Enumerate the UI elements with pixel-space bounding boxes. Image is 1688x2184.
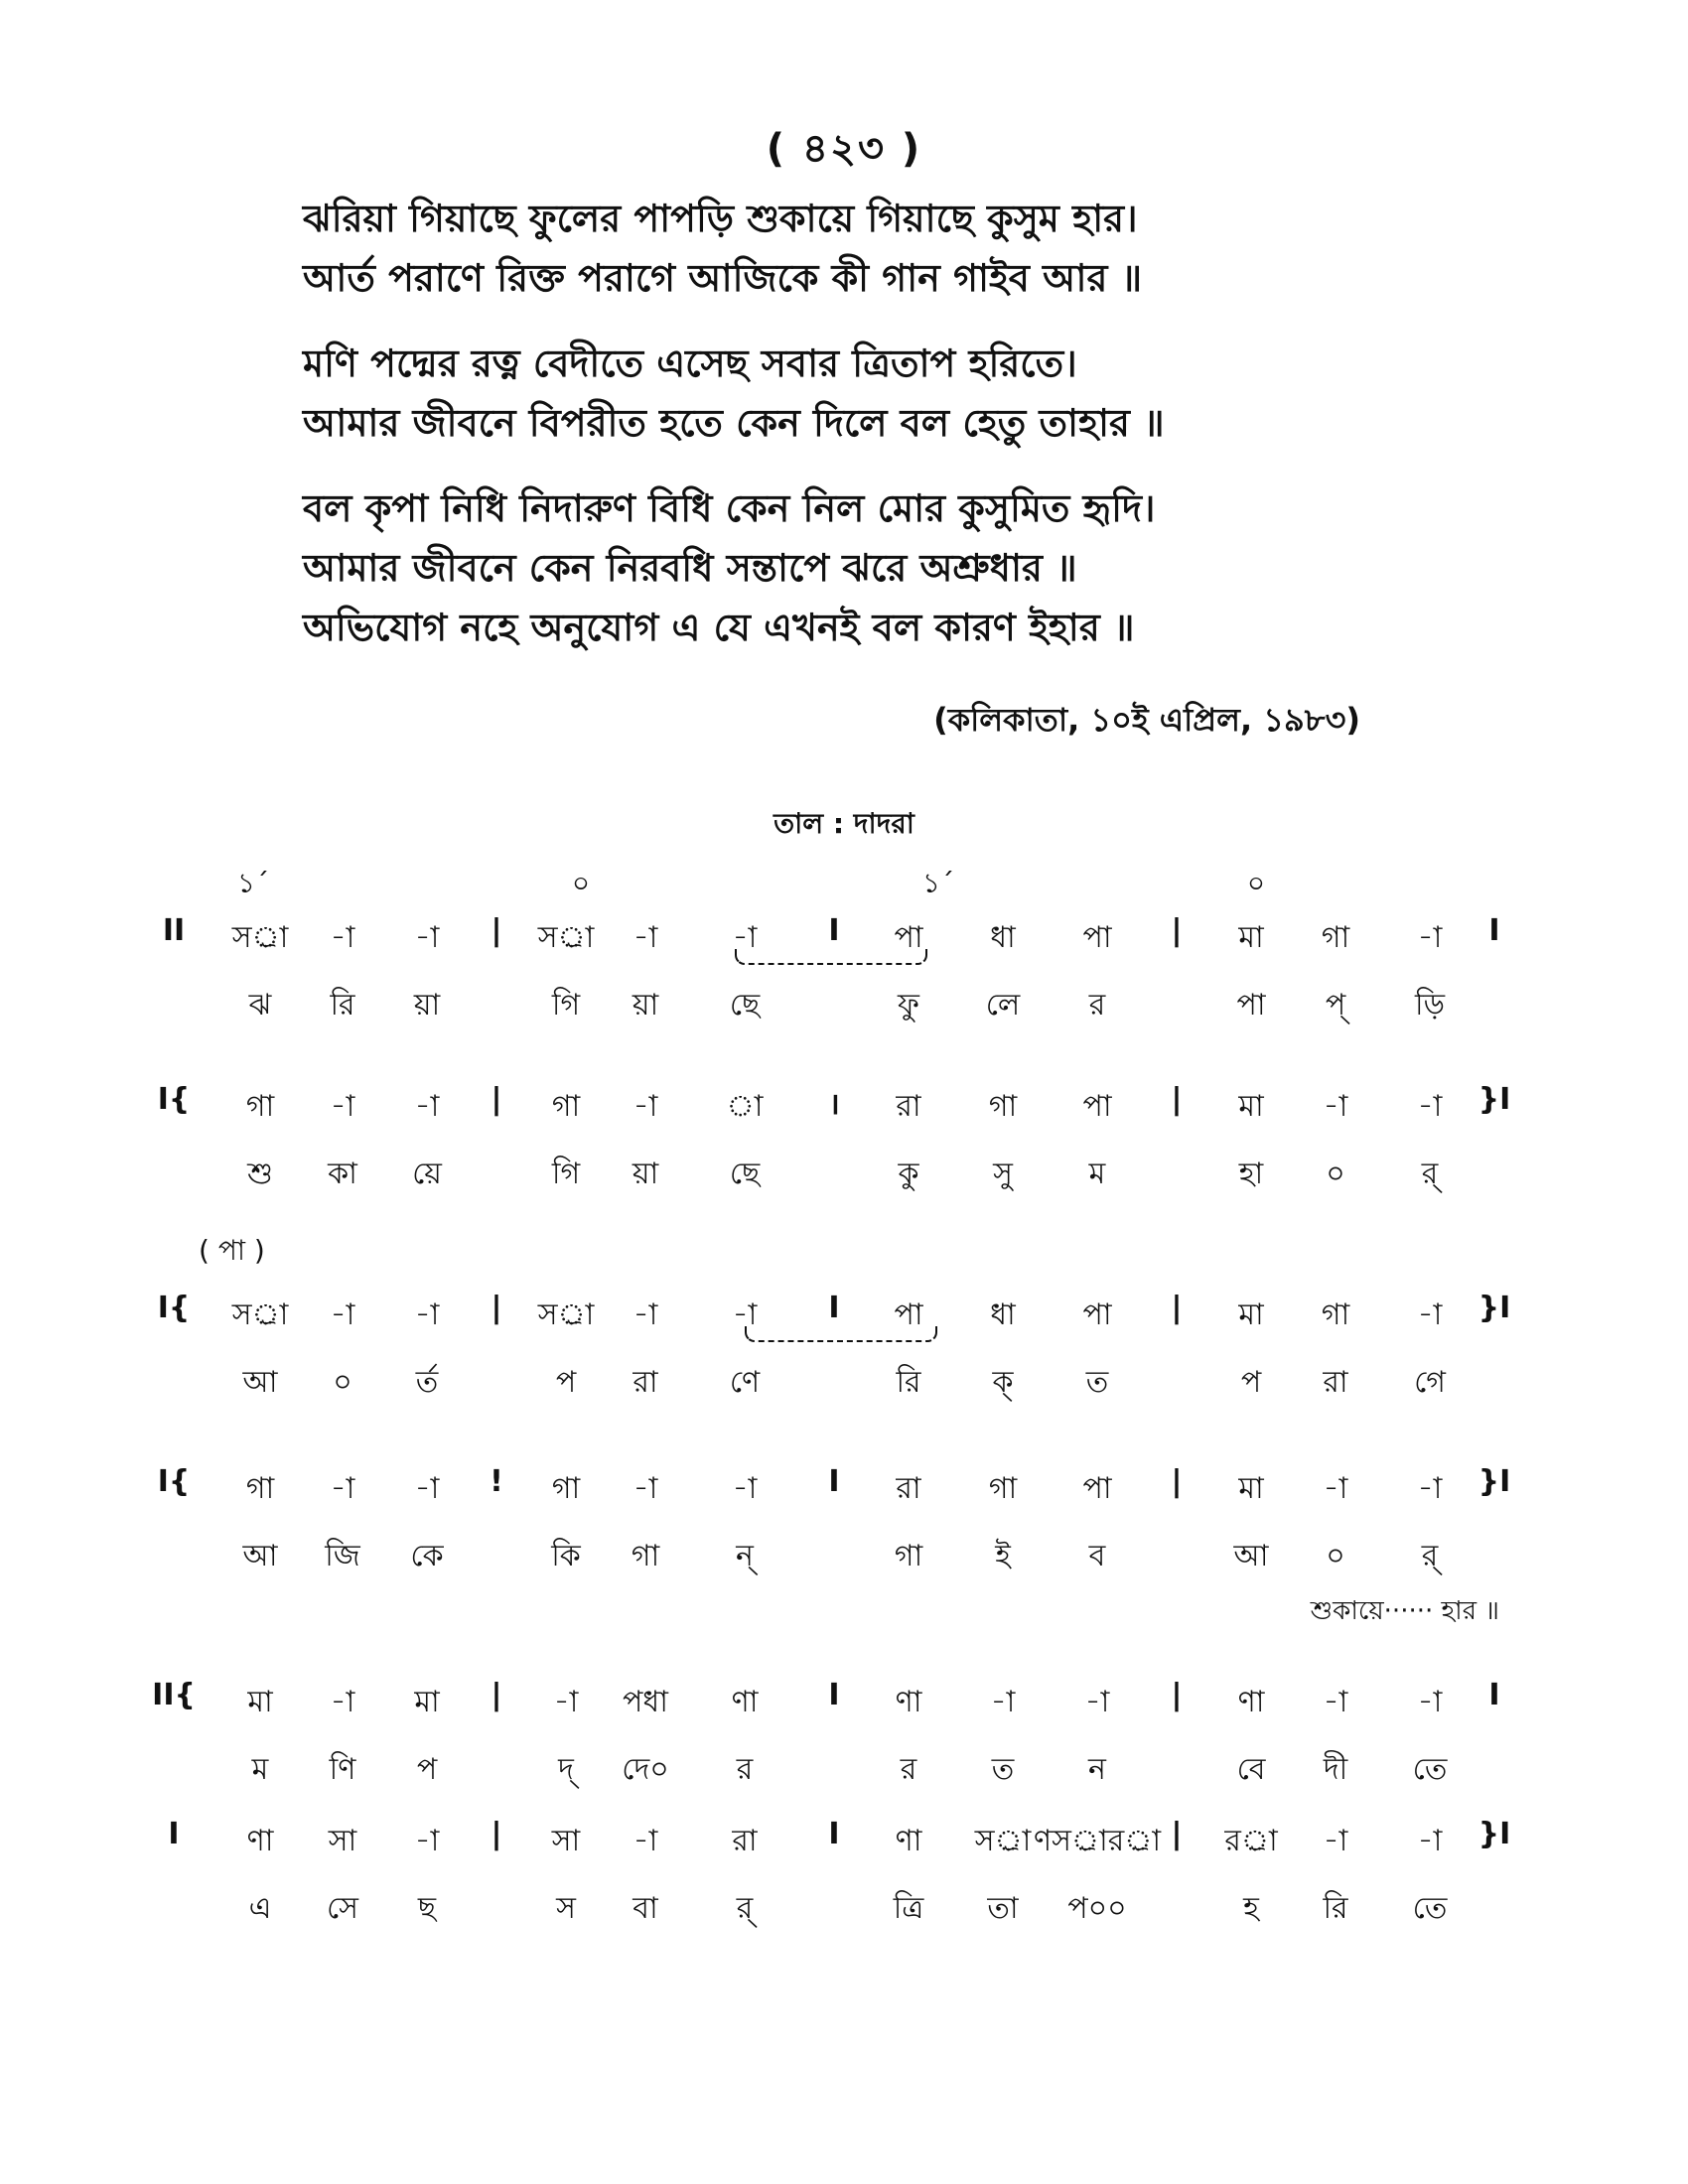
syllable: গা (631, 1539, 660, 1573)
syllable: ঝ (248, 988, 272, 1023)
note: -া (414, 1089, 440, 1124)
note: গা (1321, 920, 1350, 955)
syllable: ত (1085, 1365, 1109, 1400)
lyric-line: মণি পদ্মের রত্ন বেদীতে এসেছ সবার ত্রিতাপ হরিতে। (303, 341, 1077, 385)
note: -া (1417, 1089, 1443, 1124)
syllable: আ (242, 1539, 278, 1573)
note: -া (1417, 920, 1443, 955)
syllable: র (900, 1752, 917, 1787)
row-end-mark: }I (1477, 1082, 1511, 1117)
syllable: রি (896, 1365, 921, 1400)
bar-line: | (1171, 1291, 1183, 1325)
syllable: কি (551, 1539, 581, 1573)
row-end-mark: I (1488, 913, 1500, 948)
lyric-line: ঝরিয়া গিয়াছে ফুলের পাপড়ি শুকায়ে গিয়াছে কুসুম হার। (303, 197, 1138, 240)
beat-mark: ১´ (236, 867, 270, 899)
note: রা (896, 1471, 921, 1506)
syllable: য়া (413, 988, 441, 1023)
note: -া (1323, 1685, 1348, 1719)
syllable: র্ (1421, 1157, 1439, 1191)
bar-line: I (828, 1464, 840, 1499)
syllable: রি (1323, 1891, 1348, 1926)
note: -া (633, 920, 658, 955)
syllable: ত্রি (893, 1891, 924, 1926)
syllable: দ্ (558, 1752, 574, 1787)
note: মা (414, 1685, 440, 1719)
bar-line: | (491, 1817, 502, 1851)
note: পধা (623, 1685, 668, 1719)
syllable: স (556, 1891, 576, 1926)
note: পা (1082, 1089, 1112, 1124)
syllable: তা (987, 1891, 1019, 1926)
note: -া (414, 1824, 440, 1858)
note: গা (988, 1089, 1018, 1124)
note: -া (732, 1297, 758, 1332)
note: -া (1084, 1685, 1110, 1719)
note: -া (330, 1297, 355, 1332)
syllable: শু (247, 1157, 273, 1191)
note: -া (732, 1471, 758, 1506)
note: গা (1321, 1297, 1350, 1332)
syllable: দী (1323, 1752, 1348, 1787)
syllable: য়া (632, 988, 659, 1023)
syllable: তে (1412, 1891, 1448, 1926)
syllable: ই (995, 1539, 1011, 1573)
syllable: ত (991, 1752, 1015, 1787)
note: ণসর্ারর্া (1033, 1824, 1162, 1858)
syllable: ম (1088, 1157, 1106, 1191)
tail-text: শুকায়ে······ হার ॥ (1310, 1596, 1499, 1626)
syllable: ন্ (736, 1539, 754, 1573)
syllable: আ (242, 1365, 278, 1400)
note: -া (414, 920, 440, 955)
syllable: ম (251, 1752, 269, 1787)
bar-line: | (1171, 1678, 1183, 1712)
note: মা (1238, 920, 1264, 955)
syllable: প (416, 1752, 438, 1787)
note: মা (1238, 1471, 1264, 1506)
note: ণা (895, 1685, 922, 1719)
bar-line: I (828, 913, 840, 948)
note: সা (551, 1824, 581, 1858)
row-start-mark: I (168, 1817, 180, 1851)
note: -া (633, 1297, 658, 1332)
bar-line: I (828, 1291, 840, 1325)
bar-line: | (1171, 1082, 1183, 1117)
syllable: ০ (1326, 1539, 1345, 1573)
bar-line: ! (490, 1464, 503, 1499)
row-start-mark: I{ (157, 1464, 191, 1499)
syllable: রা (1323, 1365, 1348, 1400)
syllable: র (736, 1752, 754, 1787)
note: -া (633, 1089, 658, 1124)
note: -া (414, 1297, 440, 1332)
bar-line: I (828, 1678, 840, 1712)
note: ণা (895, 1824, 922, 1858)
note: মা (1238, 1089, 1264, 1124)
row-start-mark: II{ (152, 1678, 196, 1712)
lyric-line: আমার জীবনে বিপরীত হতে কেন দিলে বল হেতু তাহার ॥ (303, 401, 1165, 445)
syllable: ড়ি (1414, 988, 1446, 1023)
page-number: ( ৪২৩ ) (766, 126, 922, 172)
syllable: সে (327, 1891, 358, 1926)
bar-line: | (1171, 1464, 1183, 1499)
syllable: গি (551, 1157, 581, 1191)
bar-line: I (828, 1817, 840, 1851)
syllable: কু (898, 1157, 919, 1191)
syllable: আ (1233, 1539, 1269, 1573)
note: -া (1323, 1471, 1348, 1506)
syllable: লে (985, 988, 1021, 1023)
syllable: কে (410, 1539, 444, 1573)
note: সর্া (231, 1297, 289, 1332)
slur-mark (735, 949, 927, 965)
note: -া (1417, 1297, 1443, 1332)
note: গা (551, 1471, 581, 1506)
note: গা (988, 1471, 1018, 1506)
syllable: র (1088, 988, 1106, 1023)
beat-mark: ০ (571, 867, 591, 899)
beat-mark: ০ (1246, 867, 1266, 899)
note: -া (732, 920, 758, 955)
bar-line: | (1171, 1817, 1183, 1851)
syllable: তে (1412, 1752, 1448, 1787)
note: পা (894, 920, 923, 955)
cue-note: ( পা ) (199, 1234, 265, 1267)
note: মা (247, 1685, 273, 1719)
bar-line: | (491, 1291, 502, 1325)
row-end-mark: }I (1477, 1464, 1511, 1499)
note: সর্া (537, 920, 595, 955)
note: সা (328, 1824, 357, 1858)
note: মা (1238, 1297, 1264, 1332)
syllable: কা (328, 1157, 357, 1191)
note: -া (1323, 1824, 1348, 1858)
syllable: গে (1414, 1365, 1446, 1400)
note: সর্া (537, 1297, 595, 1332)
syllable: ০ (1326, 1157, 1345, 1191)
syllable: প (1240, 1365, 1262, 1400)
note: া (726, 1089, 764, 1124)
note: -া (330, 920, 355, 955)
syllable: পা (1236, 988, 1266, 1023)
lyric-line: আমার জীবনে কেন নিরবধি সন্তাপে ঝরে অশ্রুধার ॥ (303, 546, 1077, 590)
syllable: গি (551, 988, 581, 1023)
beat-mark: ১´ (921, 867, 955, 899)
syllable: ণে (729, 1365, 761, 1400)
note: ণা (246, 1824, 274, 1858)
note: -া (553, 1685, 579, 1719)
syllable: হা (1238, 1157, 1264, 1191)
syllable: জি (325, 1539, 360, 1573)
syllable: ০ (333, 1365, 352, 1400)
syllable: য়া (632, 1157, 659, 1191)
note: -া (990, 1685, 1016, 1719)
note: পা (1082, 1471, 1112, 1506)
note: ধা (990, 1297, 1016, 1332)
lyric-line: অভিযোগ নহে অনুযোগ এ যে এখনই বল কারণ ইহার ॥ (303, 606, 1135, 649)
syllable: বা (633, 1891, 658, 1926)
syllable: য়ে (412, 1157, 442, 1191)
note: -া (1417, 1824, 1443, 1858)
syllable: বে (1236, 1752, 1266, 1787)
note: রর্া (1224, 1824, 1278, 1858)
bar-line: | (1171, 913, 1183, 948)
bar-line: | (491, 1082, 502, 1117)
dateline: (কলিকাতা, ১০ই এপ্রিল, ১৯৮৩) (933, 701, 1360, 739)
note: -া (1417, 1471, 1443, 1506)
note: -া (1323, 1089, 1348, 1124)
syllable: ন (1088, 1752, 1106, 1787)
note: গা (551, 1089, 581, 1124)
note: -া (633, 1471, 658, 1506)
syllable: রা (633, 1365, 658, 1400)
syllable: গা (894, 1539, 923, 1573)
row-end-mark: }I (1477, 1817, 1511, 1851)
lyric-line: বল কৃপা নিধি নিদারুণ বিধি কেন নিল মোর কুসুমিত হৃদি। (303, 486, 1156, 530)
bar-line: | (491, 1678, 502, 1712)
row-start-mark: I{ (157, 1082, 191, 1117)
syllable: ব (1088, 1539, 1106, 1573)
syllable: ছে (729, 1157, 761, 1191)
syllable: প০০ (1067, 1891, 1127, 1926)
note: গা (245, 1471, 275, 1506)
note: পা (1082, 1297, 1112, 1332)
note: সর্া (974, 1824, 1032, 1858)
syllable: সু (993, 1157, 1013, 1191)
row-end-mark: }I (1477, 1291, 1511, 1325)
slur-mark (745, 1326, 937, 1342)
syllable: র্ত (415, 1365, 439, 1400)
syllable: প (555, 1365, 577, 1400)
syllable: ণি (329, 1752, 356, 1787)
syllable: এ (248, 1891, 272, 1926)
note: -া (1417, 1685, 1443, 1719)
note: সর্া (231, 920, 289, 955)
tala-title: তাল : দাদরা (774, 807, 914, 840)
note: -া (633, 1824, 658, 1858)
syllable: র্ (1421, 1539, 1439, 1573)
syllable: ফু (898, 988, 919, 1023)
note: গা (245, 1089, 275, 1124)
note: ণা (1237, 1685, 1265, 1719)
note: পা (894, 1297, 923, 1332)
note: ণা (731, 1685, 759, 1719)
syllable: ছ (417, 1891, 437, 1926)
note: -া (330, 1089, 355, 1124)
note: ধা (990, 920, 1016, 955)
note: -া (330, 1685, 355, 1719)
lyric-line: আর্ত পরাণে রিক্ত পরাগে আজিকে কী গান গাইব আর ॥ (303, 256, 1143, 300)
syllable: রি (330, 988, 355, 1023)
syllable: হ (1243, 1891, 1259, 1926)
note: পা (1082, 920, 1112, 955)
note: -া (330, 1471, 355, 1506)
syllable: দে০ (622, 1752, 669, 1787)
syllable: ছে (729, 988, 761, 1023)
bar-line: । (828, 1087, 840, 1122)
row-end-mark: I (1488, 1678, 1500, 1712)
syllable: ক্ (992, 1365, 1014, 1400)
row-start-mark: I{ (157, 1291, 191, 1325)
note: রা (732, 1824, 758, 1858)
syllable: প্ (1325, 988, 1346, 1023)
bar-line: | (491, 913, 502, 948)
note: -া (414, 1471, 440, 1506)
note: রা (896, 1089, 921, 1124)
row-start-mark: II (162, 913, 186, 948)
syllable: র্ (736, 1891, 754, 1926)
